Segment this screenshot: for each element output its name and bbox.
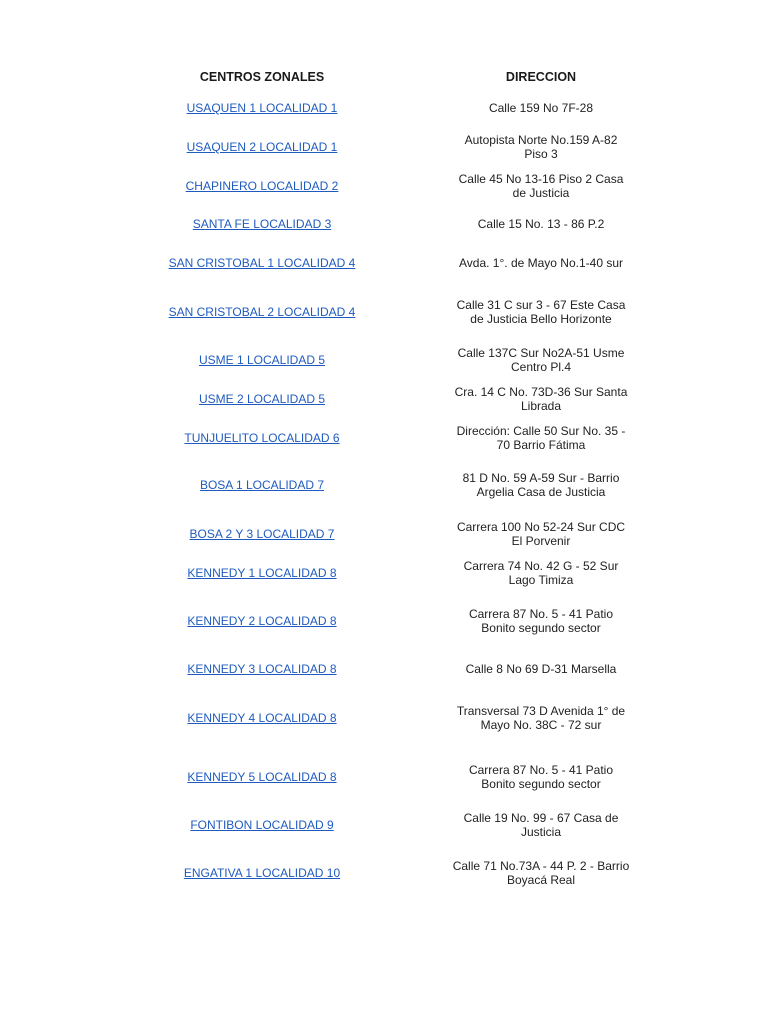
- address-text: Calle 19 No. 99 - 67 Casa de Justicia: [463, 811, 619, 839]
- table-row: [0, 216, 768, 232]
- address-text: Carrera 87 No. 5 - 41 Patio Bonito segundo sector: [468, 607, 614, 635]
- table-row: [0, 858, 768, 888]
- zone-link[interactable]: SAN CRISTOBAL 2 LOCALIDAD 4: [168, 305, 356, 319]
- table-row: [0, 762, 768, 792]
- zone-link[interactable]: USAQUEN 1 LOCALIDAD 1: [186, 101, 338, 115]
- address-text: Avda. 1°. de Mayo No.1-40 sur: [459, 256, 623, 270]
- zone-link[interactable]: CHAPINERO LOCALIDAD 2: [185, 179, 339, 193]
- address-text: Calle 45 No 13-16 Piso 2 Casa de Justicia: [458, 172, 624, 200]
- table-row: [0, 248, 768, 278]
- address-text: Transversal 73 D Avenida 1° de Mayo No. 38C - 72 sur: [456, 704, 626, 732]
- zone-link[interactable]: KENNEDY 4 LOCALIDAD 8: [187, 711, 337, 725]
- table-row: [0, 384, 768, 414]
- address-text: Calle 159 No 7F-28: [488, 101, 594, 115]
- zone-link[interactable]: ENGATIVA 1 LOCALIDAD 10: [183, 866, 341, 880]
- address-text: Calle 31 C sur 3 - 67 Este Casa de Justicia Bello Horizonte: [456, 298, 626, 326]
- address-text: Calle 71 No.73A - 44 P. 2 - Barrio Boyacá Real: [452, 859, 630, 887]
- table-row: [0, 519, 768, 549]
- zone-link[interactable]: KENNEDY 5 LOCALIDAD 8: [187, 770, 337, 784]
- table-row: [0, 606, 768, 636]
- address-text: Carrera 74 No. 42 G - 52 Sur Lago Timiza: [463, 559, 619, 587]
- address-text: Carrera 87 No. 5 - 41 Patio Bonito segundo sector: [468, 763, 614, 791]
- zone-link[interactable]: KENNEDY 2 LOCALIDAD 8: [187, 614, 337, 628]
- zone-link[interactable]: USME 1 LOCALIDAD 5: [198, 353, 326, 367]
- address-text: Calle 137C Sur No2A-51 Usme Centro Pl.4: [457, 346, 625, 374]
- table-row: [0, 171, 768, 201]
- table-row: [0, 661, 768, 677]
- zone-link[interactable]: SANTA FE LOCALIDAD 3: [192, 217, 332, 231]
- address-text: 81 D No. 59 A-59 Sur - Barrio Argelia Casa de Justicia: [462, 471, 620, 499]
- zone-link[interactable]: FONTIBON LOCALIDAD 9: [190, 818, 334, 832]
- address-text: Calle 15 No. 13 - 86 P.2: [477, 217, 605, 231]
- zone-link[interactable]: BOSA 1 LOCALIDAD 7: [199, 478, 325, 492]
- table-row: [0, 100, 768, 116]
- zone-link[interactable]: USAQUEN 2 LOCALIDAD 1: [186, 140, 338, 154]
- table-row: [0, 423, 768, 453]
- table-row: [0, 345, 768, 375]
- zone-link[interactable]: TUNJUELITO LOCALIDAD 6: [184, 431, 340, 445]
- zone-link[interactable]: KENNEDY 3 LOCALIDAD 8: [187, 662, 337, 676]
- address-text: Calle 8 No 69 D-31 Marsella: [465, 662, 617, 676]
- zone-link[interactable]: SAN CRISTOBAL 1 LOCALIDAD 4: [168, 256, 356, 270]
- table-row: [0, 290, 768, 334]
- address-text: Carrera 100 No 52-24 Sur CDC El Porvenir: [456, 520, 626, 548]
- address-text: Dirección: Calle 50 Sur No. 35 - 70 Barrio Fátima: [456, 424, 626, 452]
- zone-link[interactable]: BOSA 2 Y 3 LOCALIDAD 7: [189, 527, 335, 541]
- address-text: Autopista Norte No.159 A-82 Piso 3: [464, 133, 618, 161]
- zone-link[interactable]: USME 2 LOCALIDAD 5: [198, 392, 326, 406]
- table-row: [0, 703, 768, 733]
- header-address: DIRECCION: [505, 70, 577, 84]
- header-zonal-centers: CENTROS ZONALES: [199, 70, 325, 84]
- address-text: Cra. 14 C No. 73D-36 Sur Santa Librada: [454, 385, 628, 413]
- table-row: [0, 558, 768, 588]
- table-row: [0, 810, 768, 840]
- table-row: [0, 463, 768, 507]
- zone-link[interactable]: KENNEDY 1 LOCALIDAD 8: [187, 566, 337, 580]
- table-row: [0, 132, 768, 162]
